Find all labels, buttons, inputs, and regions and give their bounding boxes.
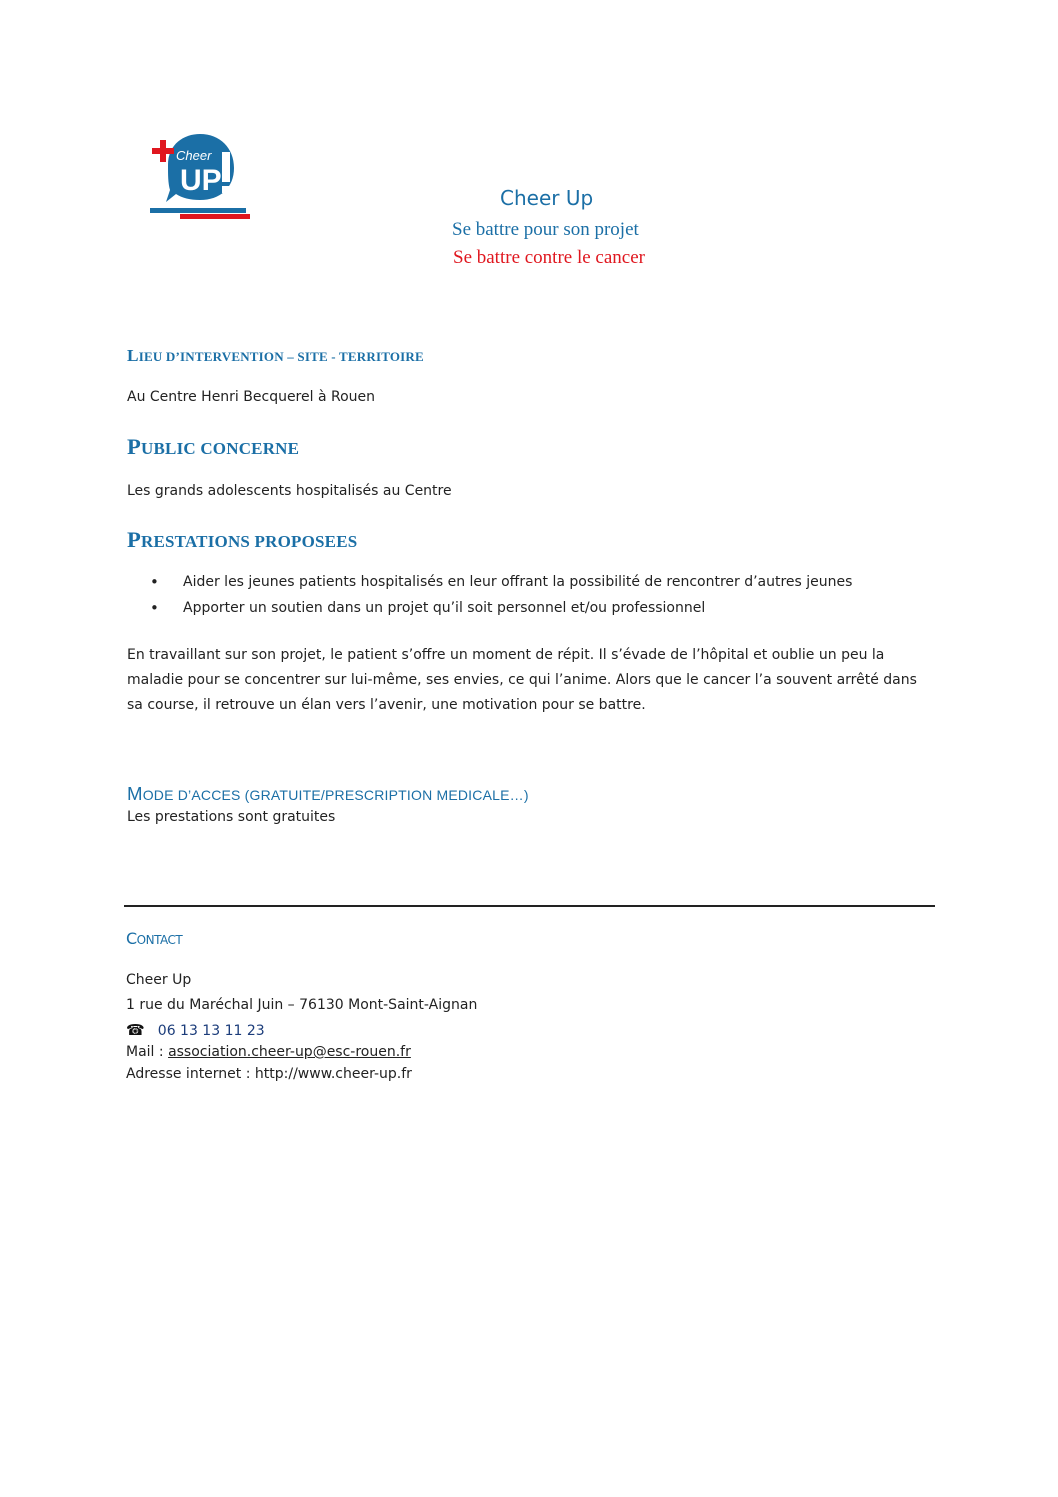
- contact-website-row: Adresse internet : http://www.cheer-up.fr: [126, 1066, 412, 1082]
- public-text: Les grands adolescents hospitalisés au Centre: [127, 483, 452, 499]
- heading-public: PUBLIC CONCERNE: [127, 434, 300, 459]
- header-subtitle-cancer: Se battre contre le cancer: [453, 247, 645, 268]
- heading-mode-acces: MODE D’ACCES (GRATUITE/PRESCRIPTION MEDICALE…): [127, 783, 529, 804]
- contact-mail-link[interactable]: association.cheer-up@esc-rouen.fr: [168, 1044, 411, 1060]
- mode-text: Les prestations sont gratuites: [127, 809, 336, 825]
- prestations-paragraph: En travaillant sur son projet, le patient s’offre un moment de répit. Il s’évade de l’hôpital et oublie un peu la maladie pour se concentrer sur lui-même, ses envies, ce qui l’anime. Alors que le cancer l’a souvent arrêté dans sa course, il retrouve un élan vers l’avenir, une motivation pour se battre.: [127, 647, 917, 713]
- svg-text:UP: UP: [180, 164, 222, 197]
- header-title: Cheer Up: [500, 186, 594, 210]
- phone-icon: ☎: [126, 1021, 145, 1039]
- heading-prestations: PRESTATIONS PROPOSEES: [127, 527, 358, 552]
- contact-name: Cheer Up: [126, 972, 192, 988]
- heading-lieu: LIEU D’INTERVENTION – SITE - TERRITOIRE: [127, 346, 424, 365]
- svg-text:Cheer: Cheer: [176, 148, 212, 163]
- lieu-text: Au Centre Henri Becquerel à Rouen: [127, 389, 376, 405]
- contact-address: 1 rue du Maréchal Juin – 76130 Mont-Saint-Aignan: [126, 997, 478, 1013]
- header-subtitle-project: Se battre pour son projet: [452, 219, 639, 240]
- contact-phone-row: [126, 1020, 265, 1039]
- list-item: • Apporter un soutien dans un projet qu’il soit personnel et/ou professionnel: [150, 600, 852, 626]
- heading-contact: CONTACT: [126, 929, 183, 948]
- cheer-up-logo: [146, 130, 254, 222]
- list-item: • Aider les jeunes patients hospitalisés en leur offrant la possibilité de rencontrer d’autres jeunes: [150, 574, 852, 600]
- contact-website[interactable]: http://www.cheer-up.fr: [254, 1066, 412, 1082]
- prestations-list: [150, 574, 852, 626]
- contact-mail-row: Mail : association.cheer-up@esc-rouen.fr: [126, 1044, 411, 1060]
- section-divider: [124, 905, 935, 907]
- contact-phone[interactable]: 06 13 13 11 23: [157, 1023, 265, 1039]
